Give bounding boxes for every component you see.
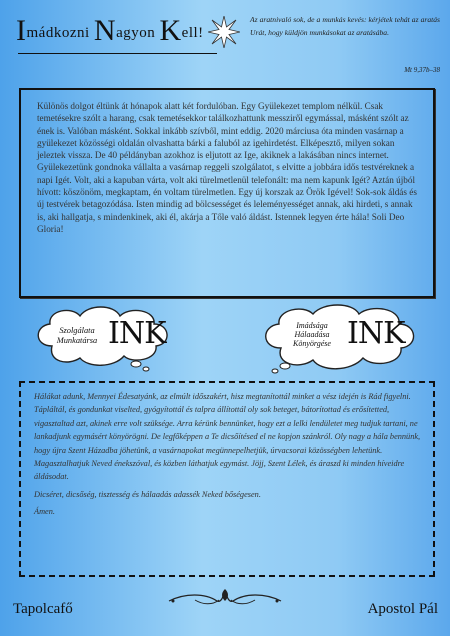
thought-bubble-left: Szolgálata Munkatársa INK (28, 302, 178, 372)
prayer-text: Hálákat adunk, Mennyei Édesatyánk, az elmúlt időszakért, hisz megtanítottál minket a vész idején is Rád figyelni. Tápláltál, és gondunkat viselted, gyógyítottál és talpra állítottál oly sok beteget, bátorítottad és erősítetted, vigasztaltad azt, akinek erre volt szüksége. Arra kérünk bennünket, hogy ezt a lelki lendületet meg tudjuk tartani, ne lankadjunk egymásért könyörögni. De legfőképpen a Te dicsőítésed el ne kopjon szánkról. Oly nagy a hála bennünk, hogy újra Szent Házadba jöhetünk, a vasárnapokat megünnepelhetjük, úrvacsorai közösségben lehetünk. Magasztalhatjuk Neved énekszóval, és közben láthatjuk egymást. Jöjj, Szent Lélek, és áraszd ki minden híveidre áldásodat. (34, 392, 421, 482)
ink-logo: INK (347, 316, 405, 351)
bible-verse: Az aratnivaló sok, de a munkás kevés: kérjétek tehát az aratás Urát, hogy küldjön munkásokat az aratásába. (250, 15, 440, 37)
ink-logo: INK (108, 316, 166, 351)
title-underline (18, 53, 217, 54)
page-title: Imádkozni Nagyon Kell! (16, 14, 221, 56)
star-icon (208, 16, 240, 48)
article-text: Különös dolgot éltünk át hónapok alatt két fordulóban. Egy Gyülekezet templom nélkül. Csak temetésekre szólt a harang, csak temetésekkor találkozhattunk messziről egymással, másként szólt az ének is. Valóban másként. Sokkal inkább szívből, mint eddig. 2020 márciusa óta minden vasárnap a gyülekezet közösségi oldalán olvashatta bárki a faluból az igehirdetést. Elképesztő, milyen sokan jeleztek vissza. De 40 példányban azokhoz is eljutott az Ige, akiknek a lakásában nincs internet. Gyülekezetünk gondnoka vállalta a vasárnap reggeli szolgálatot, s elvitte a jobbára idős testvéreknek a napi Igét. Volt, aki a kapuban várta, volt aki türelmetlenül telefonált: ma nem kapunk Igét? Aztán újból hívott: köszönöm, megkaptam, én voltam türelmetlen. Egy új korszak az Örök Igével! Sok-sok áldás és új testvérek betagozódása. Isten mindig ad bölcsességet és leleményességet annak, aki hirdeti, s annak is, aki hallgatja, s mindenkinek, aki él, akárja a Tőle való áldást. Istennek legyen érte hála! Soli Deo Gloria! (37, 101, 417, 234)
ornament-divider-icon (165, 583, 285, 609)
verse-reference: Mt 9,37b–38 (404, 66, 440, 74)
prayer-amen: Ámen. (34, 507, 55, 517)
thought-bubble-right: Imádsága Hálaadása Könyörgése INK (255, 302, 405, 372)
prayer-box (19, 381, 435, 577)
article-box (19, 88, 435, 298)
prayer-doxology: Dicséret, dicsőség, tisztesség és hálaadás adassék Neked bőségesen. (34, 489, 261, 499)
footer-location: Tapolcafő (13, 601, 73, 617)
footer-parish: Apostol Pál (367, 601, 438, 617)
